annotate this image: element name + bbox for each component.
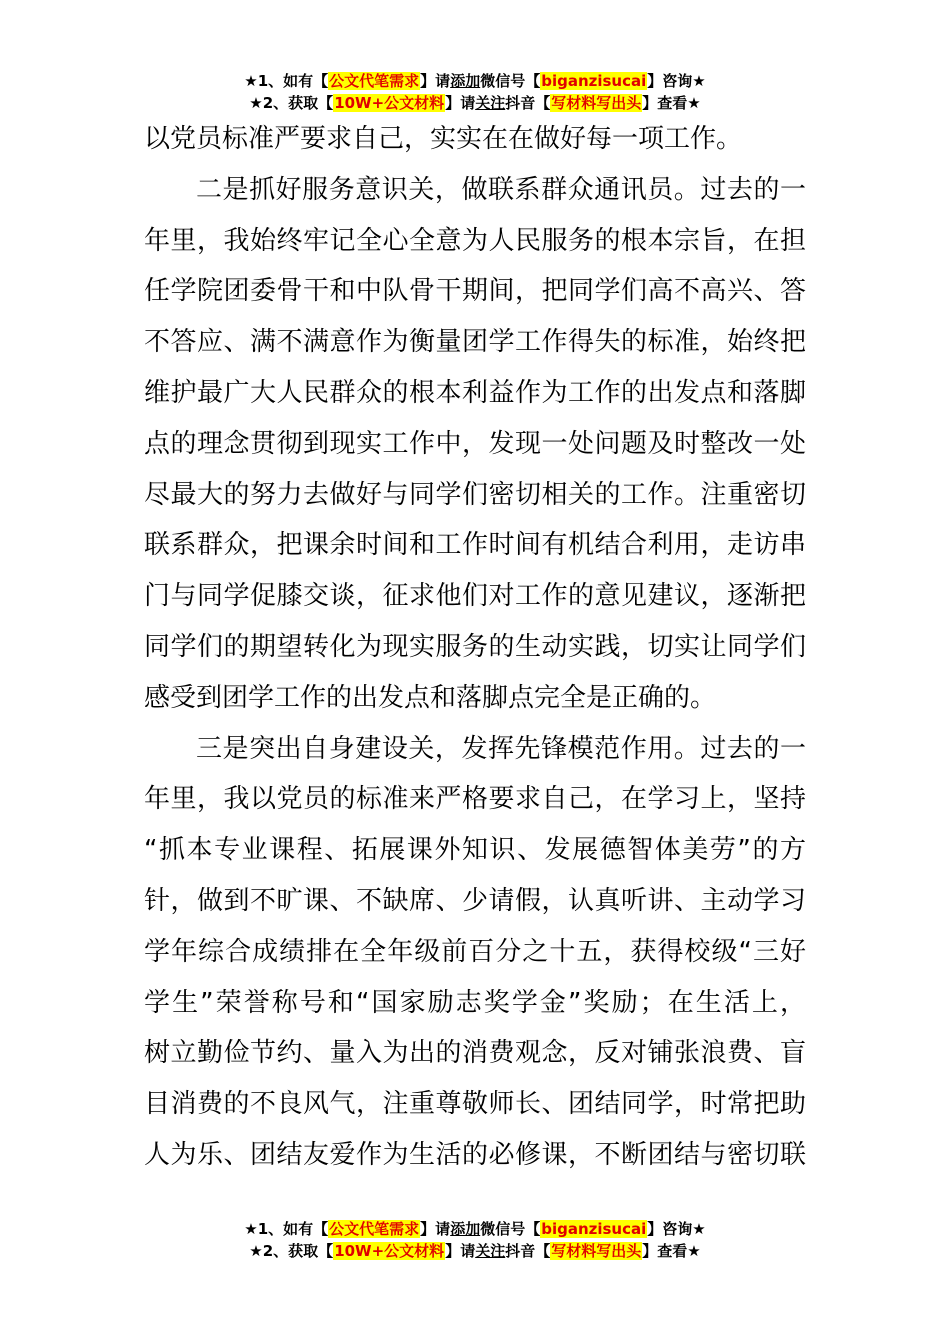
- highlight-text: 公文代笔需求: [329, 1220, 420, 1238]
- text-line: 年里，我始终牢记全心全意为人民服务的根本宗旨，在担: [144, 225, 806, 256]
- text-line: 以党员标准严要求自己，实实在在做好每一项工作。: [144, 124, 743, 154]
- highlight-text: 写材料写出头: [551, 1242, 642, 1260]
- banner-line-2: ★2、获取【10W+公文材料】请关注抖音【写材料写出头】查看★: [249, 1242, 701, 1260]
- text-line: 人为乐、团结友爱作为生活的必修课，不断团结与密切联: [144, 1139, 806, 1170]
- highlight-text: biganzisucai: [541, 72, 647, 90]
- banner-line-2: ★2、获取【10W+公文材料】请关注抖音【写材料写出头】查看★: [249, 94, 701, 112]
- footer-banner: [0, 1218, 950, 1262]
- text-line: 感受到团学工作的出发点和落脚点完全是正确的。: [144, 682, 717, 713]
- text-line: 同学们的期望转化为现实服务的生动实践，切实让同学们: [144, 631, 806, 662]
- text-line: 点的理念贯彻到现实工作中，发现一处问题及时整改一处: [144, 428, 806, 459]
- text-line: 不答应、满不满意作为衡量团学工作得失的标准，始终把: [144, 327, 806, 358]
- text-line: 学生”荣誉称号和“国家励志奖学金”奖励；在生活上，: [144, 987, 806, 1018]
- text-line: 三是突出自身建设关，发挥先锋模范作用。过去的一: [196, 733, 806, 764]
- text-line: 维护最广大人民群众的根本利益作为工作的出发点和落脚: [144, 377, 806, 408]
- document-body: [144, 114, 806, 1181]
- text-line: 学年综合成绩排在全年级前百分之十五，获得校级“三好: [144, 936, 806, 967]
- highlight-text: biganzisucai: [541, 1220, 647, 1238]
- header-banner: [0, 70, 950, 114]
- highlight-text: 公文代笔需求: [329, 72, 420, 90]
- text-line: 目消费的不良风气，注重尊敬师长、团结同学，时常把助: [144, 1089, 806, 1120]
- text-line: 二是抓好服务意识关，做联系群众通讯员。过去的一: [196, 174, 806, 205]
- text-line: 任学院团委骨干和中队骨干期间，把同学们高不高兴、答: [144, 276, 806, 307]
- text-line: 针，做到不旷课、不缺席、少请假，认真听讲、主动学习: [144, 885, 806, 916]
- text-line: 尽最大的努力去做好与同学们密切相关的工作。注重密切: [144, 479, 806, 510]
- text-line: 树立勤俭节约、量入为出的消费观念，反对铺张浪费、盲: [144, 1038, 806, 1069]
- highlight-text: 写材料写出头: [551, 94, 642, 112]
- banner-line-1: ★1、如有【公文代笔需求】请添加微信号【biganzisucai】咨询★: [244, 1220, 706, 1238]
- text-line: 联系群众，把课余时间和工作时间有机结合利用，走访串: [144, 530, 806, 561]
- highlight-text: 10W+公文材料: [334, 1242, 445, 1260]
- text-line: 门与同学促膝交谈，征求他们对工作的意见建议，逐渐把: [144, 581, 806, 612]
- text-line: 年里，我以党员的标准来严格要求自己，在学习上，坚持: [144, 784, 806, 815]
- banner-line-1: ★1、如有【公文代笔需求】请添加微信号【biganzisucai】咨询★: [244, 72, 706, 90]
- highlight-text: 10W+公文材料: [334, 94, 445, 112]
- text-line: “抓本专业课程、拓展课外知识、发展德智体美劳”的方: [144, 835, 806, 866]
